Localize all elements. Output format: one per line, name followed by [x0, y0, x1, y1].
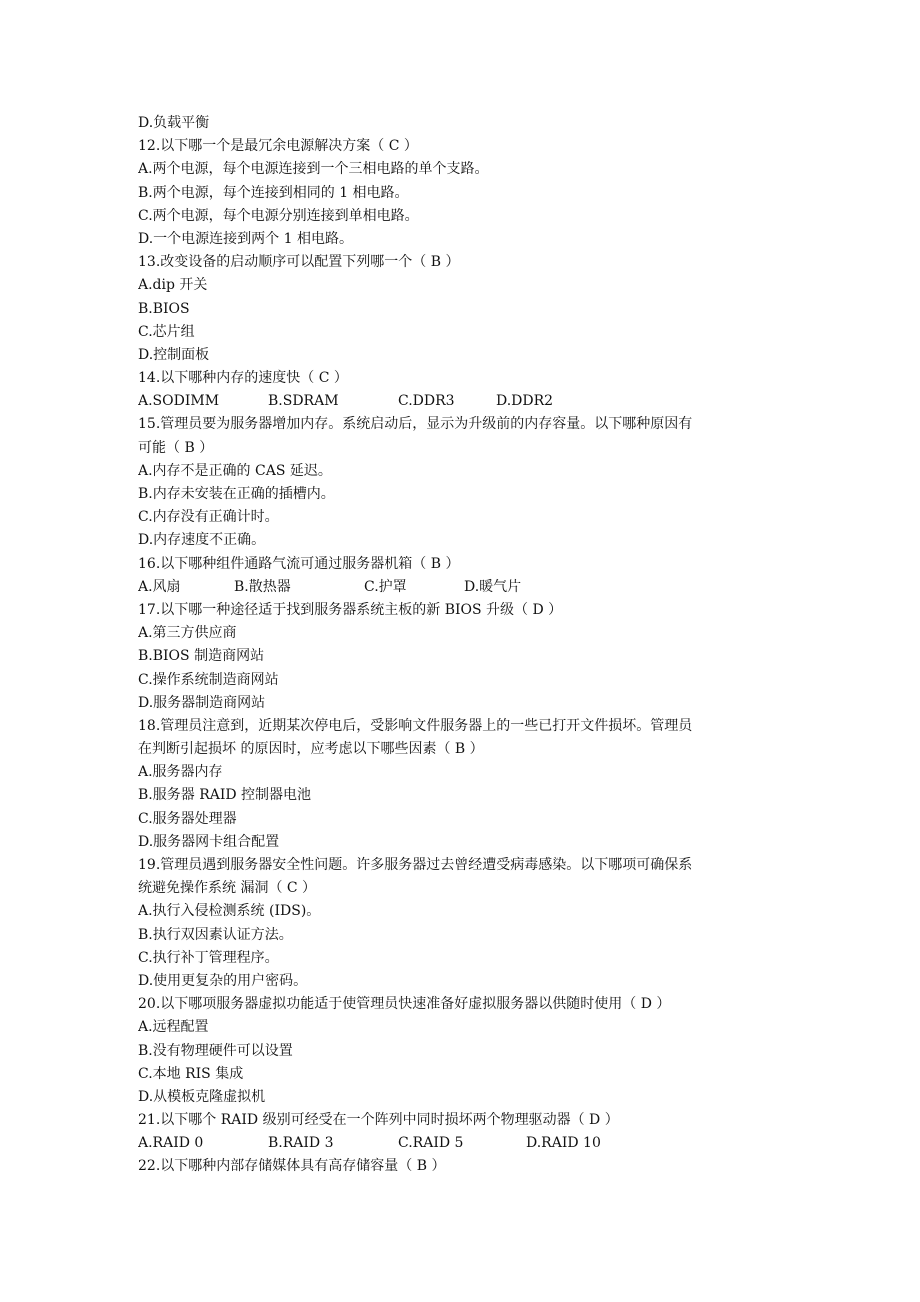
option-d: D.从模板克隆虚拟机	[138, 1088, 266, 1105]
question-13: 13.改变设备的启动顺序可以配置下列哪一个（ B ）	[138, 254, 460, 271]
option-a: A.两个电源，每个电源连接到一个三相电路的单个支路。	[138, 161, 489, 178]
option-c: C.服务器处理器	[138, 810, 237, 827]
option-c: C.执行补丁管理程序。	[138, 949, 279, 966]
option-b: B.两个电源，每个连接到相同的 1 相电路。	[138, 184, 409, 201]
question-12: 12.以下哪一个是最冗余电源解决方案（ C ）	[138, 138, 418, 155]
option-c: C.内存没有正确计时。	[138, 509, 279, 526]
question-19: 19.管理员遇到服务器安全性问题。许多服务器过去曾经遭受病毒感染。以下哪项可确保系	[138, 857, 693, 873]
option-a: A.远程配置	[138, 1019, 209, 1036]
option-b: B.执行双因素认证方法。	[138, 926, 293, 943]
question-22: 22.以下哪种内部存储媒体具有高存储容量（ B ）	[138, 1158, 446, 1175]
option-a: A.内存不是正确的 CAS 延迟。	[138, 462, 332, 479]
option-b: B.没有物理硬件可以设置	[138, 1042, 293, 1059]
option-a: A.dip 开关	[138, 277, 208, 294]
option-d: D.一个电源连接到两个 1 相电路。	[138, 230, 353, 247]
option-d: D.使用更复杂的用户密码。	[138, 972, 308, 989]
question-16: 16.以下哪种组件通路气流可通过服务器机箱（ B ）	[138, 555, 460, 572]
option-d: D.内存速度不正确。	[138, 532, 266, 549]
options-row	[138, 1132, 798, 1155]
question-18-continued: 在判断引起损坏 的原因时，应考虑以下哪些因素（ B ）	[138, 741, 484, 758]
option-d: D.RAID 10	[526, 1135, 601, 1152]
question-17: 17.以下哪一种途径适于找到服务器系统主板的新 BIOS 升级（ D ）	[138, 601, 563, 618]
option-b: B.内存未安装在正确的插槽内。	[138, 486, 335, 502]
question-18: 18.管理员注意到，近期某次停电后，受影响文件服务器上的一些已打开文件损坏。管理员	[138, 717, 693, 734]
option-b: B.SDRAM	[268, 393, 339, 410]
question-21: 21.以下哪个 RAID 级别可经受在一个阵列中同时损坏两个物理驱动器（ D ）	[138, 1112, 619, 1129]
option-d: D.服务器网卡组合配置	[138, 833, 280, 850]
option-c: C.操作系统制造商网站	[138, 671, 279, 688]
option-d: D.DDR2	[496, 393, 554, 410]
option-a: A.第三方供应商	[138, 625, 237, 642]
option-c: C.护罩	[364, 578, 407, 595]
document-page	[138, 112, 798, 1179]
option-c: C.芯片组	[138, 323, 195, 340]
option-d: D.服务器制造商网站	[138, 694, 266, 711]
option-c: C.两个电源，每个电源分别连接到单相电路。	[138, 207, 419, 224]
option-a: A.SODIMM	[138, 393, 220, 410]
options-row	[138, 576, 798, 599]
option-a: A.RAID 0	[138, 1135, 204, 1152]
option-a: A.服务器内存	[138, 764, 223, 781]
option-c: C.本地 RIS 集成	[138, 1065, 244, 1082]
option-a: A.风扇	[138, 578, 181, 595]
option-b: B.BIOS	[138, 300, 190, 317]
option-b: B.BIOS 制造商网站	[138, 648, 265, 665]
option-d: D.暖气片	[464, 578, 522, 595]
question-15: 15.管理员要为服务器增加内存。系统启动后，显示为升级前的内存容量。以下哪种原因有	[138, 416, 693, 433]
question-14: 14.以下哪种内存的速度快（ C ）	[138, 370, 348, 387]
question-19-continued: 统避免操作系统 漏洞（ C ）	[138, 880, 317, 897]
option-a: A.执行入侵检测系统 (IDS)。	[138, 903, 321, 920]
text-line: D.负载平衡	[138, 115, 210, 131]
option-d: D.控制面板	[138, 346, 210, 363]
option-b: B.散热器	[234, 578, 291, 595]
question-15-continued: 可能（ B ）	[138, 439, 214, 456]
option-b: B.RAID 3	[268, 1135, 334, 1152]
option-c: C.DDR3	[398, 393, 455, 410]
question-20: 20.以下哪项服务器虚拟功能适于使管理员快速准备好虚拟服务器以供随时使用（ D ）	[138, 996, 671, 1013]
option-c: C.RAID 5	[398, 1135, 464, 1152]
option-b: B.服务器 RAID 控制器电池	[138, 787, 312, 804]
options-row	[138, 390, 798, 413]
